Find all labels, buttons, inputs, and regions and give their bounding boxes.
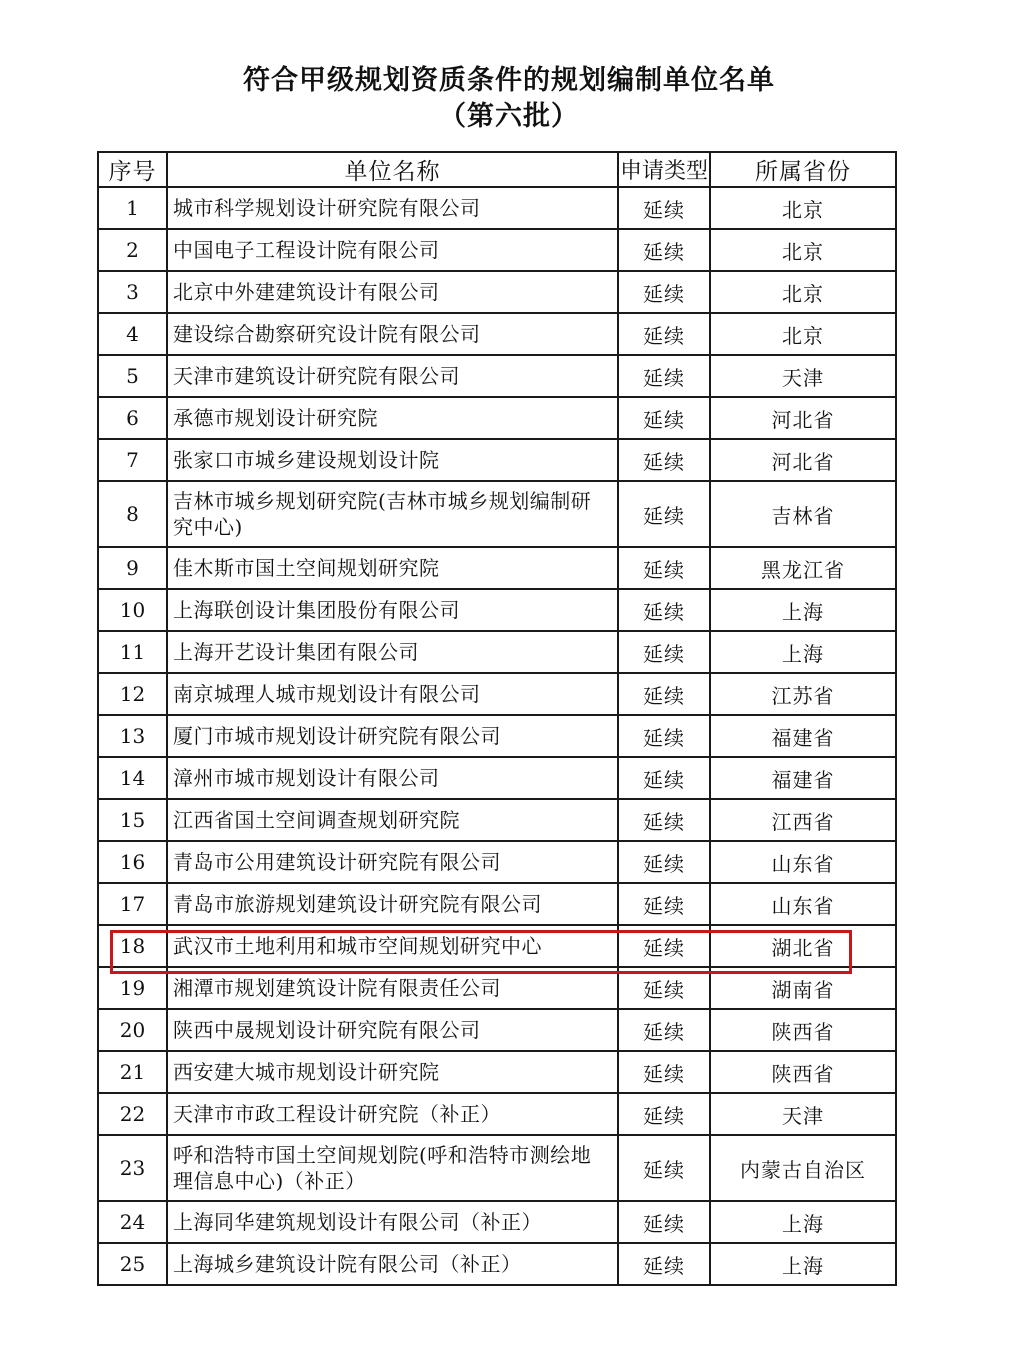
cell-province: 北京 bbox=[710, 229, 896, 271]
cell-unit-name: 佳木斯市国土空间规划研究院 bbox=[167, 547, 618, 589]
table-row bbox=[98, 547, 896, 589]
cell-application-type: 延续 bbox=[618, 187, 710, 229]
cell-unit-name: 城市科学规划设计研究院有限公司 bbox=[167, 187, 618, 229]
cell-unit-name: 天津市建筑设计研究院有限公司 bbox=[167, 355, 618, 397]
cell-unit-name: 上海开艺设计集团有限公司 bbox=[167, 631, 618, 673]
cell-unit-name: 武汉市土地利用和城市空间规划研究中心 bbox=[167, 925, 618, 967]
header-name: 单位名称 bbox=[167, 152, 618, 187]
table-row bbox=[98, 589, 896, 631]
table-body bbox=[98, 187, 896, 1285]
table-row bbox=[98, 1135, 896, 1201]
cell-unit-name: 青岛市公用建筑设计研究院有限公司 bbox=[167, 841, 618, 883]
cell-unit-name: 吉林市城乡规划研究院(吉林市城乡规划编制研究中心) bbox=[167, 481, 618, 547]
cell-no: 19 bbox=[98, 967, 167, 1009]
cell-application-type: 延续 bbox=[618, 1093, 710, 1135]
cell-application-type: 延续 bbox=[618, 1009, 710, 1051]
cell-unit-name: 天津市市政工程设计研究院（补正） bbox=[167, 1093, 618, 1135]
cell-application-type: 延续 bbox=[618, 229, 710, 271]
header-no: 序号 bbox=[98, 152, 167, 187]
cell-unit-name: 漳州市城市规划设计有限公司 bbox=[167, 757, 618, 799]
cell-province: 北京 bbox=[710, 271, 896, 313]
cell-province: 江西省 bbox=[710, 799, 896, 841]
cell-province: 陕西省 bbox=[710, 1051, 896, 1093]
cell-province: 福建省 bbox=[710, 757, 896, 799]
cell-application-type: 延续 bbox=[618, 757, 710, 799]
document-subtitle: （第六批） bbox=[439, 101, 579, 132]
cell-province: 陕西省 bbox=[710, 1009, 896, 1051]
cell-unit-name: 江西省国土空间调查规划研究院 bbox=[167, 799, 618, 841]
cell-application-type: 延续 bbox=[618, 967, 710, 1009]
cell-unit-name: 上海同华建筑规划设计有限公司（补正） bbox=[167, 1201, 618, 1243]
cell-application-type: 延续 bbox=[618, 841, 710, 883]
cell-no: 16 bbox=[98, 841, 167, 883]
cell-province: 上海 bbox=[710, 631, 896, 673]
cell-application-type: 延续 bbox=[618, 313, 710, 355]
cell-no: 7 bbox=[98, 439, 167, 481]
cell-application-type: 延续 bbox=[618, 925, 710, 967]
cell-no: 23 bbox=[98, 1135, 167, 1201]
cell-application-type: 延续 bbox=[618, 1201, 710, 1243]
cell-no: 14 bbox=[98, 757, 167, 799]
document-title: 符合甲级规划资质条件的规划编制单位名单 bbox=[243, 65, 775, 96]
cell-application-type: 延续 bbox=[618, 547, 710, 589]
cell-application-type: 延续 bbox=[618, 439, 710, 481]
table-row bbox=[98, 481, 896, 547]
cell-no: 2 bbox=[98, 229, 167, 271]
cell-no: 24 bbox=[98, 1201, 167, 1243]
cell-province: 吉林省 bbox=[710, 481, 896, 547]
cell-application-type: 延续 bbox=[618, 799, 710, 841]
cell-province: 上海 bbox=[710, 1201, 896, 1243]
table-row bbox=[98, 1243, 896, 1285]
table-row bbox=[98, 673, 896, 715]
table-row bbox=[98, 799, 896, 841]
cell-unit-name: 南京城理人城市规划设计有限公司 bbox=[167, 673, 618, 715]
cell-province: 河北省 bbox=[710, 397, 896, 439]
cell-no: 20 bbox=[98, 1009, 167, 1051]
table-row bbox=[98, 355, 896, 397]
table-row bbox=[98, 883, 896, 925]
table-row bbox=[98, 1201, 896, 1243]
table-row bbox=[98, 925, 896, 967]
cell-unit-name: 呼和浩特市国土空间规划院(呼和浩特市测绘地理信息中心)（补正） bbox=[167, 1135, 618, 1201]
cell-unit-name: 建设综合勘察研究设计院有限公司 bbox=[167, 313, 618, 355]
table-row bbox=[98, 229, 896, 271]
table-row bbox=[98, 187, 896, 229]
cell-application-type: 延续 bbox=[618, 673, 710, 715]
cell-application-type: 延续 bbox=[618, 715, 710, 757]
table-row bbox=[98, 757, 896, 799]
cell-no: 17 bbox=[98, 883, 167, 925]
table-row bbox=[98, 715, 896, 757]
cell-province: 河北省 bbox=[710, 439, 896, 481]
cell-province: 湖北省 bbox=[710, 925, 896, 967]
cell-unit-name: 厦门市城市规划设计研究院有限公司 bbox=[167, 715, 618, 757]
cell-no: 12 bbox=[98, 673, 167, 715]
header-province: 所属省份 bbox=[710, 152, 896, 187]
cell-no: 10 bbox=[98, 589, 167, 631]
cell-province: 上海 bbox=[710, 1243, 896, 1285]
cell-unit-name: 承德市规划设计研究院 bbox=[167, 397, 618, 439]
table-header-row bbox=[98, 152, 896, 187]
cell-province: 山东省 bbox=[710, 883, 896, 925]
cell-no: 21 bbox=[98, 1051, 167, 1093]
cell-no: 4 bbox=[98, 313, 167, 355]
cell-unit-name: 北京中外建建筑设计有限公司 bbox=[167, 271, 618, 313]
cell-application-type: 延续 bbox=[618, 481, 710, 547]
table-row bbox=[98, 631, 896, 673]
cell-unit-name: 中国电子工程设计院有限公司 bbox=[167, 229, 618, 271]
cell-unit-name: 张家口市城乡建设规划设计院 bbox=[167, 439, 618, 481]
unit-list-table bbox=[97, 151, 897, 1286]
cell-no: 8 bbox=[98, 481, 167, 547]
cell-application-type: 延续 bbox=[618, 883, 710, 925]
cell-no: 15 bbox=[98, 799, 167, 841]
cell-province: 天津 bbox=[710, 355, 896, 397]
cell-province: 北京 bbox=[710, 313, 896, 355]
table-row bbox=[98, 967, 896, 1009]
cell-application-type: 延续 bbox=[618, 589, 710, 631]
cell-unit-name: 上海联创设计集团股份有限公司 bbox=[167, 589, 618, 631]
table-row bbox=[98, 271, 896, 313]
table-row bbox=[98, 397, 896, 439]
cell-no: 3 bbox=[98, 271, 167, 313]
cell-province: 天津 bbox=[710, 1093, 896, 1135]
cell-province: 山东省 bbox=[710, 841, 896, 883]
cell-no: 25 bbox=[98, 1243, 167, 1285]
cell-no: 6 bbox=[98, 397, 167, 439]
cell-province: 上海 bbox=[710, 589, 896, 631]
cell-unit-name: 上海城乡建筑设计院有限公司（补正） bbox=[167, 1243, 618, 1285]
cell-unit-name: 青岛市旅游规划建筑设计研究院有限公司 bbox=[167, 883, 618, 925]
cell-application-type: 延续 bbox=[618, 1135, 710, 1201]
cell-no: 9 bbox=[98, 547, 167, 589]
cell-no: 11 bbox=[98, 631, 167, 673]
cell-application-type: 延续 bbox=[618, 397, 710, 439]
cell-province: 江苏省 bbox=[710, 673, 896, 715]
cell-province: 黑龙江省 bbox=[710, 547, 896, 589]
cell-province: 湖南省 bbox=[710, 967, 896, 1009]
table-row bbox=[98, 1009, 896, 1051]
cell-no: 22 bbox=[98, 1093, 167, 1135]
cell-application-type: 延续 bbox=[618, 355, 710, 397]
cell-application-type: 延续 bbox=[618, 1051, 710, 1093]
cell-application-type: 延续 bbox=[618, 631, 710, 673]
header-type: 申请类型 bbox=[618, 152, 710, 187]
cell-no: 1 bbox=[98, 187, 167, 229]
table-row bbox=[98, 841, 896, 883]
cell-application-type: 延续 bbox=[618, 271, 710, 313]
cell-application-type: 延续 bbox=[618, 1243, 710, 1285]
cell-province: 内蒙古自治区 bbox=[710, 1135, 896, 1201]
cell-unit-name: 陕西中晟规划设计研究院有限公司 bbox=[167, 1009, 618, 1051]
table-row bbox=[98, 439, 896, 481]
cell-no: 13 bbox=[98, 715, 167, 757]
cell-no: 5 bbox=[98, 355, 167, 397]
table-row bbox=[98, 1093, 896, 1135]
cell-province: 福建省 bbox=[710, 715, 896, 757]
table-row bbox=[98, 1051, 896, 1093]
cell-no: 18 bbox=[98, 925, 167, 967]
table-row bbox=[98, 313, 896, 355]
cell-province: 北京 bbox=[710, 187, 896, 229]
cell-unit-name: 湘潭市规划建筑设计院有限责任公司 bbox=[167, 967, 618, 1009]
cell-unit-name: 西安建大城市规划设计研究院 bbox=[167, 1051, 618, 1093]
